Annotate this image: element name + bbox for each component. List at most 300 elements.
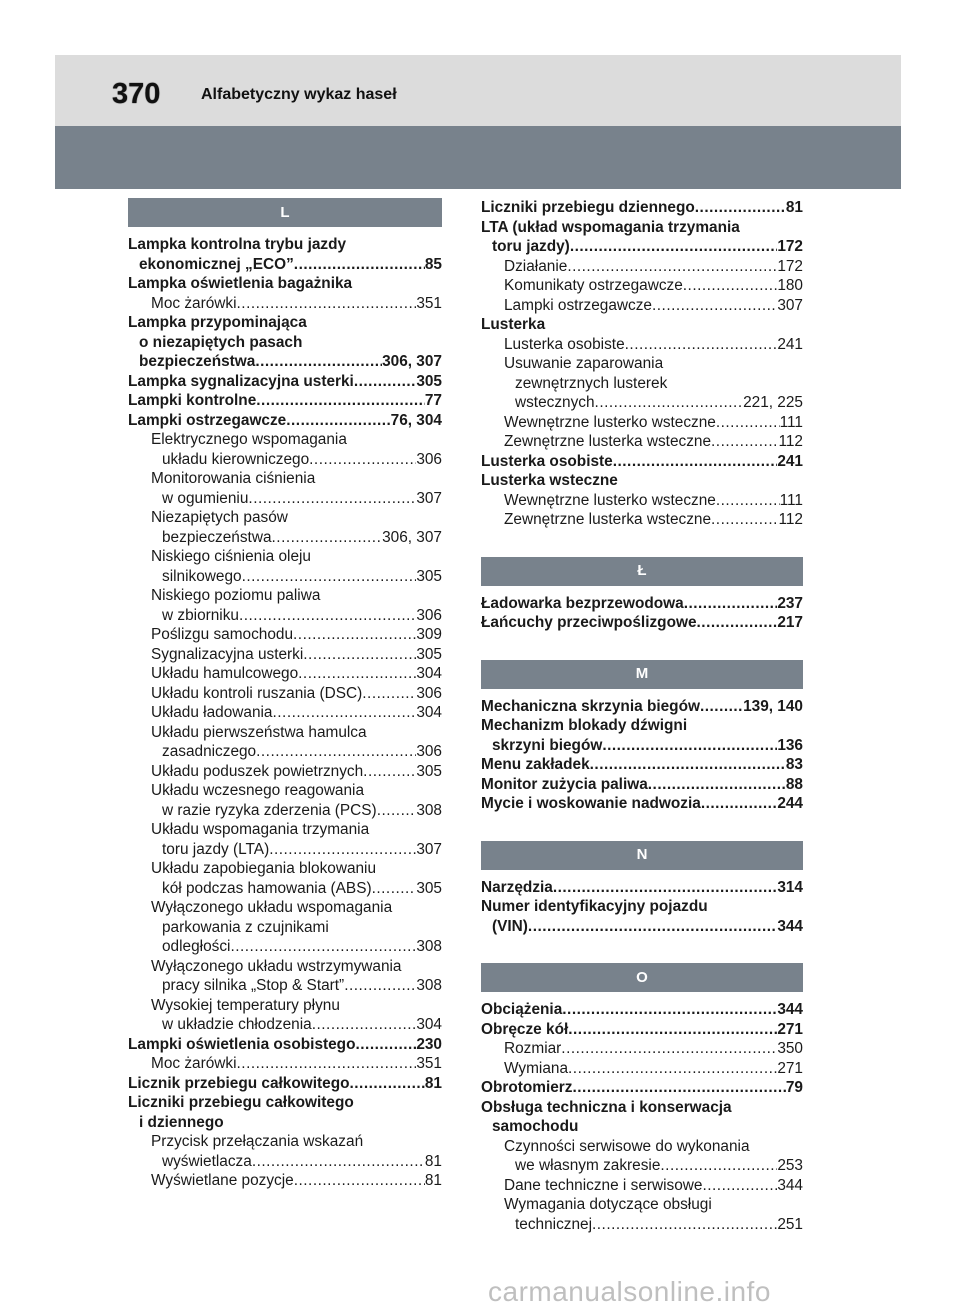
index-subentry (128, 294, 442, 314)
index-entry (481, 1020, 803, 1040)
dot-leader (344, 976, 416, 996)
index-subentry (128, 645, 442, 665)
dot-leader (237, 1054, 417, 1074)
section-header-o: O (481, 963, 803, 992)
dot-leader (293, 625, 416, 645)
dot-leader (252, 1152, 425, 1172)
entry-text: w ogumieniu (162, 489, 249, 507)
index-subentry (481, 1137, 803, 1157)
entry-text: Układu zapobiegania blokowaniu (151, 860, 377, 877)
index-subentry (128, 723, 442, 743)
page-reference: 306 (416, 743, 442, 760)
index-subentry (481, 296, 803, 316)
index-subentry (128, 703, 442, 723)
page-reference: 79 (785, 1079, 803, 1096)
page-reference: 306 (416, 684, 442, 702)
watermark: carmanualsonline.info (488, 1276, 771, 1307)
page-reference: 217 (777, 614, 803, 631)
entry-text: Mycie i woskowanie nadwozia (481, 795, 701, 812)
dot-leader (269, 840, 416, 860)
page-reference: 304 (416, 1016, 442, 1033)
index-entry (481, 237, 803, 257)
page-reference: 253 (777, 1157, 803, 1174)
entry-text: ekonomicznej „ECO” (139, 255, 294, 273)
index-entry (128, 255, 442, 275)
page-reference: 308 (416, 938, 442, 955)
entry-text: Moc żarówki (151, 294, 237, 312)
dot-leader (648, 775, 786, 795)
page-reference: 81 (424, 1074, 442, 1092)
entry-text: Wymiana (504, 1059, 569, 1077)
dot-leader (350, 1074, 425, 1094)
index-list-o (481, 1000, 803, 1234)
index-subentry (481, 1176, 803, 1196)
dot-leader (652, 296, 777, 316)
index-subentry (481, 1215, 803, 1235)
page-reference: 271 (777, 1020, 803, 1038)
index-subentry (128, 898, 442, 918)
page-reference: 305 (416, 879, 442, 897)
page-reference: 306 (416, 606, 442, 624)
entry-text: Obciążenia (481, 1001, 563, 1018)
page-reference: 180 (777, 277, 803, 294)
dot-leader (356, 1035, 417, 1055)
index-entry (481, 755, 803, 775)
dot-leader (697, 613, 778, 633)
index-entry (481, 917, 803, 937)
entry-text: Liczniki przebiegu całkowitego (128, 1094, 354, 1111)
section-header-l: L (128, 198, 442, 227)
dot-leader (242, 567, 417, 587)
entry-text: (VIN) (492, 917, 528, 935)
dot-leader (309, 450, 416, 470)
dot-leader (294, 255, 425, 275)
page-reference: 88 (785, 775, 803, 793)
entry-text: Lampka sygnalizacyjna usterki (128, 372, 354, 390)
entry-text: Mechanizm blokady dźwigni (481, 717, 688, 734)
index-entry (481, 1098, 803, 1118)
index-subentry (128, 762, 442, 782)
entry-text: Wyświetlane pozycje (151, 1172, 294, 1189)
entry-text: Poślizgu samochodu (151, 626, 294, 643)
entry-text: wyświetlacza (162, 1152, 252, 1170)
dot-leader (272, 528, 383, 548)
index-subentry (128, 606, 442, 626)
entry-text: Układu pierwszeństwa hamulca (151, 723, 367, 741)
entry-text: LTA (układ wspomagania trzymania (481, 218, 740, 236)
entry-text: Lusterka (481, 316, 546, 333)
entry-text: Układu ładowania (151, 704, 273, 721)
entry-text: Lusterka osobiste (481, 452, 613, 470)
dot-leader (372, 879, 417, 899)
dot-leader (702, 1176, 777, 1196)
page-title: Alfabetyczny wykaz haseł (201, 86, 397, 103)
dot-leader (568, 1020, 777, 1040)
index-subentry (128, 742, 442, 762)
entry-text: odległości (162, 938, 231, 955)
dot-leader (256, 742, 416, 762)
dot-leader (561, 1039, 777, 1059)
section-header-l-stroke: Ł (481, 557, 803, 586)
entry-text: Łańcuchy przeciwpoślizgowe (481, 614, 697, 631)
index-subentry (128, 567, 442, 587)
page-reference: 139, 140 (743, 697, 803, 715)
entry-text: Dane techniczne i serwisowe (504, 1176, 703, 1194)
entry-text: Działanie (504, 257, 568, 275)
entry-text: zewnętrznych lusterek (515, 374, 668, 392)
index-entry (481, 716, 803, 736)
index-list-right-top (481, 198, 803, 530)
entry-text: Wyłączonego układu wspomagania (151, 899, 393, 916)
page-reference: 306, 307 (382, 353, 442, 370)
entry-text: Lampki ostrzegawcze (128, 411, 287, 429)
dot-leader (294, 1171, 425, 1191)
entry-text: Zewnętrzne lusterka wsteczne (504, 511, 712, 528)
index-subentry (128, 859, 442, 879)
page-reference: 111 (779, 413, 803, 431)
dot-leader (716, 491, 780, 511)
dot-leader (573, 1078, 786, 1098)
page-reference: 304 (416, 665, 442, 682)
index-subentry (128, 820, 442, 840)
index-subentry (128, 937, 442, 957)
page-reference: 305 (416, 645, 442, 663)
dot-leader (248, 489, 416, 509)
dot-leader (286, 411, 390, 431)
index-subentry (128, 625, 442, 645)
index-entry (481, 471, 803, 491)
dot-leader (602, 736, 777, 756)
section-header-m: M (481, 660, 803, 689)
index-subentry (128, 918, 442, 938)
dot-leader (312, 1015, 417, 1035)
page-reference: 308 (416, 801, 442, 819)
dot-leader (354, 372, 416, 392)
index-subentry (128, 450, 442, 470)
entry-text: Rozmiar (504, 1040, 562, 1057)
entry-text: zasadniczego (162, 743, 257, 760)
page-reference: 85 (424, 255, 442, 273)
page-reference: 304 (416, 704, 442, 721)
index-subentry (128, 957, 442, 977)
index-entry (481, 1117, 803, 1137)
index-entry (481, 613, 803, 633)
page-reference: 237 (777, 594, 803, 612)
entry-text: Obsługa techniczna i konserwacja (481, 1098, 732, 1116)
dot-leader (230, 937, 416, 957)
index-subentry (128, 1015, 442, 1035)
entry-text: Zewnętrzne lusterka wsteczne (504, 433, 712, 450)
entry-text: skrzyni biegów (492, 736, 603, 754)
entry-text: w układzie chłodzenia (162, 1016, 312, 1033)
dot-leader (562, 1000, 777, 1020)
entry-text: Lampki oświetlenia osobistego (128, 1035, 356, 1053)
entry-text: Układu wspomagania trzymania (151, 821, 370, 838)
entry-text: Obrotomierz (481, 1079, 573, 1096)
dot-leader (570, 237, 778, 257)
entry-text: Narzędzia (481, 878, 553, 896)
page-reference: 271 (777, 1059, 803, 1077)
entry-text: i dziennego (139, 1113, 224, 1131)
dot-leader (625, 335, 778, 355)
page-reference: 230 (416, 1035, 442, 1053)
entry-text: Układu poduszek powietrznych (151, 762, 364, 780)
index-subentry (128, 469, 442, 489)
page-reference: 112 (778, 511, 803, 528)
index-entry (128, 235, 442, 255)
page-reference: 305 (416, 762, 442, 780)
entry-text: kół podczas hamowania (ABS) (162, 879, 372, 897)
page-reference: 76, 304 (390, 411, 442, 429)
index-subentry (481, 1195, 803, 1215)
index-list-l-stroke (481, 594, 803, 633)
page-reference: 350 (777, 1040, 803, 1057)
page-number: 370 (112, 78, 161, 110)
page-reference: 351 (416, 1055, 442, 1072)
entry-text: Lusterka wsteczne (481, 472, 618, 489)
entry-text: o niezapiętych pasach (139, 333, 303, 351)
page-reference: 77 (424, 392, 442, 409)
index-entry (481, 878, 803, 898)
page-reference: 241 (777, 335, 803, 353)
index-entry (128, 313, 442, 333)
dot-leader (683, 276, 778, 296)
index-subentry (128, 586, 442, 606)
index-subentry (481, 1039, 803, 1059)
entry-text: Komunikaty ostrzegawcze (504, 277, 683, 294)
index-subentry (481, 432, 803, 452)
page-reference: 241 (777, 452, 803, 470)
index-entry (481, 198, 803, 218)
index-subentry (481, 510, 803, 530)
page-reference: 309 (416, 626, 442, 643)
entry-text: Niskiego poziomu paliwa (151, 587, 321, 604)
entry-text: Przycisk przełączania wskazań (151, 1133, 364, 1150)
index-list-left (128, 235, 442, 1191)
page-reference: 81 (424, 1152, 442, 1170)
index-list-m (481, 697, 803, 814)
index-subentry (481, 1156, 803, 1176)
dot-leader (528, 917, 777, 937)
entry-text: bezpieczeństwa (139, 353, 256, 370)
page-reference: 111 (779, 491, 803, 509)
page-reference: 244 (777, 795, 803, 812)
index-entry (481, 794, 803, 814)
entry-text: Liczniki przebiegu dziennego (481, 199, 695, 216)
entry-text: we własnym zakresie (515, 1157, 661, 1174)
page-reference: 251 (777, 1215, 803, 1233)
entry-text: silnikowego (162, 567, 242, 585)
page-reference: 307 (416, 840, 442, 858)
entry-text: bezpieczeństwa (162, 528, 272, 546)
index-entry (481, 452, 803, 472)
index-subentry (128, 684, 442, 704)
dot-leader (273, 703, 417, 723)
page-reference: 305 (416, 567, 442, 585)
entry-text: Lampka oświetlenia bagażnika (128, 275, 353, 292)
page-reference: 308 (416, 977, 442, 994)
dot-leader (553, 878, 777, 898)
entry-text: Czynności serwisowe do wykonania (504, 1137, 750, 1155)
index-subentry (481, 257, 803, 277)
dot-leader (700, 697, 743, 717)
entry-text: Licznik przebiegu całkowitego (128, 1074, 350, 1092)
dot-leader (255, 352, 382, 372)
entry-text: toru jazdy (LTA) (162, 840, 270, 858)
page-reference: 344 (777, 1001, 803, 1018)
dot-leader (701, 794, 778, 814)
page-reference: 81 (424, 1172, 442, 1189)
entry-text: Niezapiętych pasów (151, 509, 288, 526)
page-reference: 81 (785, 199, 803, 216)
index-subentry (481, 354, 803, 374)
entry-text: Ładowarka bezprzewodowa (481, 594, 684, 612)
index-subentry (481, 491, 803, 511)
page-reference: 314 (777, 878, 803, 896)
index-list-n (481, 878, 803, 937)
entry-text: Mechaniczna skrzynia biegów (481, 697, 700, 715)
index-entry (481, 736, 803, 756)
dot-leader (303, 645, 416, 665)
page-reference: 172 (777, 238, 803, 255)
index-entry (128, 1113, 442, 1133)
entry-text: Lampki ostrzegawcze (504, 296, 652, 314)
page-reference: 351 (416, 294, 442, 312)
entry-text: technicznej (515, 1215, 592, 1233)
page-reference: 344 (777, 1176, 803, 1194)
index-subentry (128, 489, 442, 509)
entry-text: Układu hamulcowego (151, 665, 299, 682)
index-entry (128, 1074, 442, 1094)
page-reference: 136 (777, 736, 803, 754)
index-subentry (128, 430, 442, 450)
dot-leader (590, 755, 786, 775)
index-subentry (128, 547, 442, 567)
index-subentry (128, 781, 442, 801)
dot-leader (660, 1156, 777, 1176)
index-entry (481, 218, 803, 238)
page-reference: 307 (777, 296, 803, 314)
entry-text: Obręcze kół (481, 1020, 569, 1038)
page-reference: 172 (777, 257, 803, 275)
index-subentry (481, 374, 803, 394)
index-subentry (128, 840, 442, 860)
index-subentry (481, 335, 803, 355)
index-subentry (481, 413, 803, 433)
index-subentry (128, 976, 442, 996)
entry-text: parkowania z czujnikami (162, 918, 329, 936)
page-reference: 112 (778, 433, 803, 450)
entry-text: Lusterka osobiste (504, 335, 625, 353)
index-entry (481, 594, 803, 614)
entry-text: Menu zakładek (481, 756, 590, 773)
entry-text: Wewnętrzne lusterko wsteczne (504, 491, 716, 509)
entry-text: Monitorowania ciśnienia (151, 470, 316, 487)
dot-leader (595, 393, 744, 413)
index-entry (128, 274, 442, 294)
index-entry (128, 333, 442, 353)
dot-leader (711, 432, 778, 452)
page-reference: 83 (785, 756, 803, 773)
index-entry (481, 315, 803, 335)
index-entry (128, 411, 442, 431)
entry-text: układu kierowniczego (162, 450, 310, 468)
dot-leader (568, 1059, 777, 1079)
entry-text: Wewnętrzne lusterko wsteczne (504, 413, 716, 431)
dot-leader (377, 801, 417, 821)
page-reference: 306 (416, 450, 442, 468)
entry-text: Wyłączonego układu wstrzymywania (151, 957, 402, 975)
dot-leader (256, 391, 425, 411)
header-band (55, 55, 901, 134)
index-entry (481, 697, 803, 717)
page-reference: 305 (416, 372, 442, 390)
index-entry (128, 391, 442, 411)
entry-text: Wysokiej temperatury płynu (151, 996, 340, 1014)
dot-leader (237, 294, 417, 314)
dot-leader (613, 452, 778, 472)
index-column-left (128, 198, 442, 1191)
dot-leader (684, 594, 778, 614)
index-subentry (128, 664, 442, 684)
dot-leader (592, 1215, 777, 1235)
index-entry (481, 897, 803, 917)
entry-text: w razie ryzyka zderzenia (PCS) (162, 801, 377, 819)
page-reference: 307 (416, 489, 442, 507)
entry-text: toru jazdy) (492, 238, 570, 255)
index-subentry (128, 508, 442, 528)
entry-text: Lampki kontrolne (128, 392, 257, 409)
index-subentry (128, 1152, 442, 1172)
index-entry (481, 1078, 803, 1098)
entry-text: w zbiorniku (162, 606, 239, 624)
index-subentry (128, 879, 442, 899)
page-reference: 344 (777, 917, 803, 935)
index-subentry (481, 393, 803, 413)
index-entry (128, 352, 442, 372)
chapter-band (55, 126, 901, 189)
dot-leader (239, 606, 416, 626)
index-subentry (128, 1171, 442, 1191)
index-entry (128, 372, 442, 392)
dot-leader (711, 510, 778, 530)
index-subentry (128, 1132, 442, 1152)
index-entry (128, 1035, 442, 1055)
dot-leader (695, 198, 786, 218)
entry-text: Sygnalizacyjna usterki (151, 645, 304, 663)
index-subentry (128, 996, 442, 1016)
entry-text: pracy silnika „Stop & Start” (162, 977, 345, 994)
entry-text: Moc żarówki (151, 1055, 237, 1072)
page-reference: 306, 307 (382, 528, 442, 546)
index-entry (481, 775, 803, 795)
dot-leader (716, 413, 780, 433)
dot-leader (298, 664, 416, 684)
section-header-n: N (481, 841, 803, 870)
entry-text: Elektrycznego wspomagania (151, 431, 347, 448)
entry-text: Usuwanie zaparowania (504, 355, 664, 372)
entry-text: Wymagania dotyczące obsługi (504, 1196, 712, 1213)
entry-text: Lampka kontrolna trybu jazdy (128, 236, 347, 253)
page-reference: 221, 225 (743, 394, 803, 411)
index-column-right (481, 198, 803, 1234)
index-subentry (128, 801, 442, 821)
entry-text: Monitor zużycia paliwa (481, 775, 648, 793)
index-subentry (128, 528, 442, 548)
entry-text: Lampka przypominająca (128, 314, 307, 331)
dot-leader (567, 257, 777, 277)
entry-text: Numer identyfikacyjny pojazdu (481, 898, 708, 915)
